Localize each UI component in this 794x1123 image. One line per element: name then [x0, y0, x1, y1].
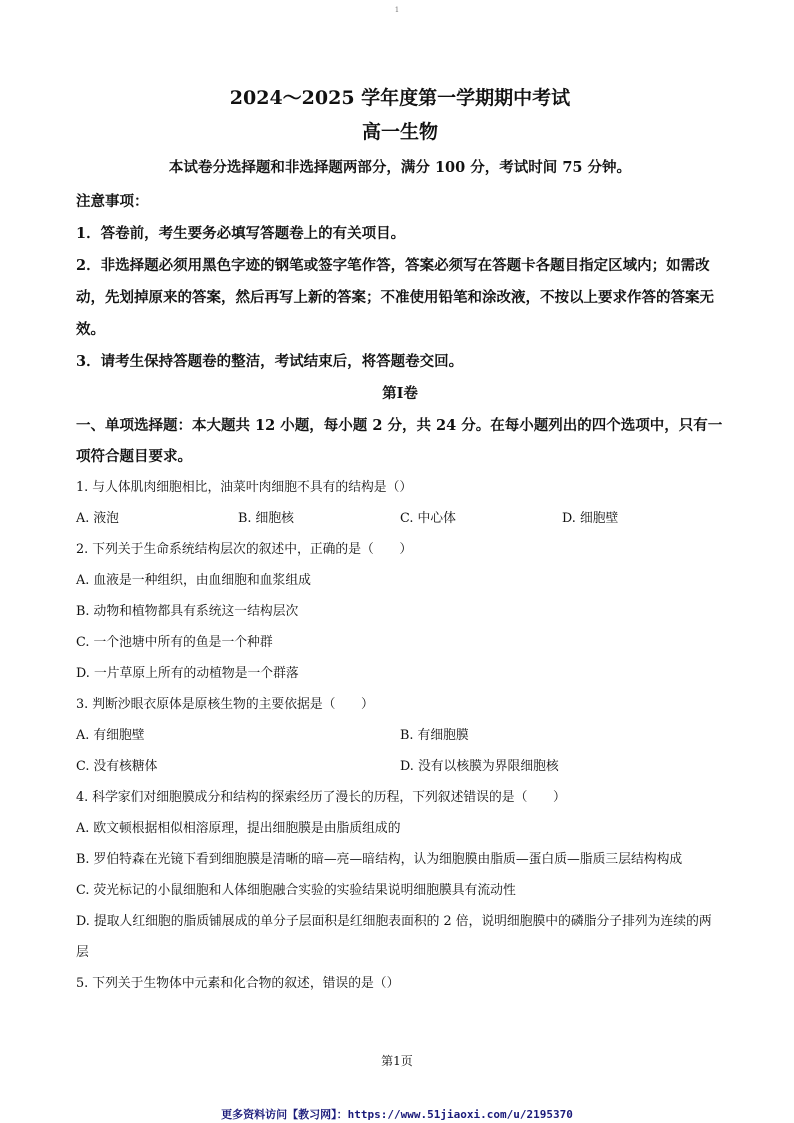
page-number: 第1页: [381, 1054, 413, 1068]
question-4-option-b: B. 罗伯特森在光镜下看到细胞膜是清晰的暗—亮—暗结构，认为细胞膜由脂质—蛋白质—脂质三层结构构成: [76, 852, 683, 867]
question-1-stem: 1. 与人体肌肉细胞相比，油菜叶肉细胞不具有的结构是（）: [76, 480, 413, 495]
question-1-option-a: A. 液泡: [76, 511, 119, 526]
question-4-stem: 4. 科学家们对细胞膜成分和结构的探索经历了漫长的历程，下列叙述错误的是（ ）: [76, 790, 566, 805]
question-3-option-b: B. 有细胞膜: [400, 728, 469, 743]
question-5-stem: 5. 下列关于生物体中元素和化合物的叙述，错误的是（）: [76, 976, 400, 991]
subject-title: 高一生物: [361, 121, 438, 143]
note-item-1: 1．答卷前，考生要务必填写答题卷上的有关项目。: [76, 225, 406, 242]
note-item-3: 3．请考生保持答题卷的整洁，考试结束后，将答题卷交回。: [76, 353, 464, 370]
question-3-options-row-1: [76, 720, 724, 751]
question-2-option-b: B. 动物和植物都具有系统这一结构层次: [76, 604, 299, 619]
question-2-option-d: D. 一片草原上所有的动植物是一个群落: [76, 666, 299, 681]
notes-heading: 注意事项：: [76, 193, 149, 210]
header-mark: 1: [394, 6, 400, 14]
question-1-option-c: C. 中心体: [400, 511, 456, 526]
question-4-option-d: D. 提取人红细胞的脂质铺展成的单分子层面积是红细胞表面积的 2 倍，说明细胞膜中的磷脂分子排列为连续的两层: [76, 914, 712, 960]
note-item-2: 2．非选择题必须用黑色字迹的钢笔或签字笔作答，答案必须写在答题卡各题目指定区域内；如需改动，先划掉原来的答案，然后再写上新的答案；不准使用铅笔和涂改液，不按以上要求作答的答案无效。: [76, 257, 714, 338]
question-3-option-d: D. 没有以核膜为界限细胞核: [400, 759, 559, 774]
question-4-option-c: C. 荧光标记的小鼠细胞和人体细胞融合实验的实验结果说明细胞膜具有流动性: [76, 883, 516, 898]
exam-title: 2024～2025 学年度第一学期期中考试: [229, 87, 571, 109]
question-1-option-d: D. 细胞壁: [562, 511, 619, 526]
part-title: 第Ⅰ卷: [382, 385, 418, 402]
question-4-option-a: A. 欧文顿根据相似相溶原理，提出细胞膜是由脂质组成的: [76, 821, 401, 836]
question-3-option-c: C. 没有核糖体: [76, 759, 158, 774]
question-2-option-c: C. 一个池塘中所有的鱼是一个种群: [76, 635, 273, 650]
question-3-option-a: A. 有细胞壁: [76, 728, 145, 743]
question-3-options-row-2: [76, 751, 724, 782]
question-1-options: [76, 503, 724, 534]
question-1-option-b: B. 细胞核: [238, 511, 294, 526]
question-2-stem: 2. 下列关于生命系统结构层次的叙述中，正确的是（ ）: [76, 542, 413, 557]
promo-link[interactable]: 更多资料访问【教习网】：https://www.51jiaoxi.com/u/2195370: [221, 1108, 573, 1121]
exam-page: [76, 84, 724, 999]
question-3-stem: 3. 判断沙眼衣原体是原核生物的主要依据是（ ）: [76, 697, 374, 712]
question-2-option-a: A. 血液是一种组织，由血细胞和血浆组成: [76, 573, 311, 588]
exam-intro: 本试卷分选择题和非选择题两部分，满分 100 分，考试时间 75 分钟。: [168, 159, 632, 176]
section-title: 一、单项选择题：本大题共 12 小题，每小题 2 分，共 24 分。在每小题列出的四个选项中，只有一项符合题目要求。: [76, 417, 723, 465]
